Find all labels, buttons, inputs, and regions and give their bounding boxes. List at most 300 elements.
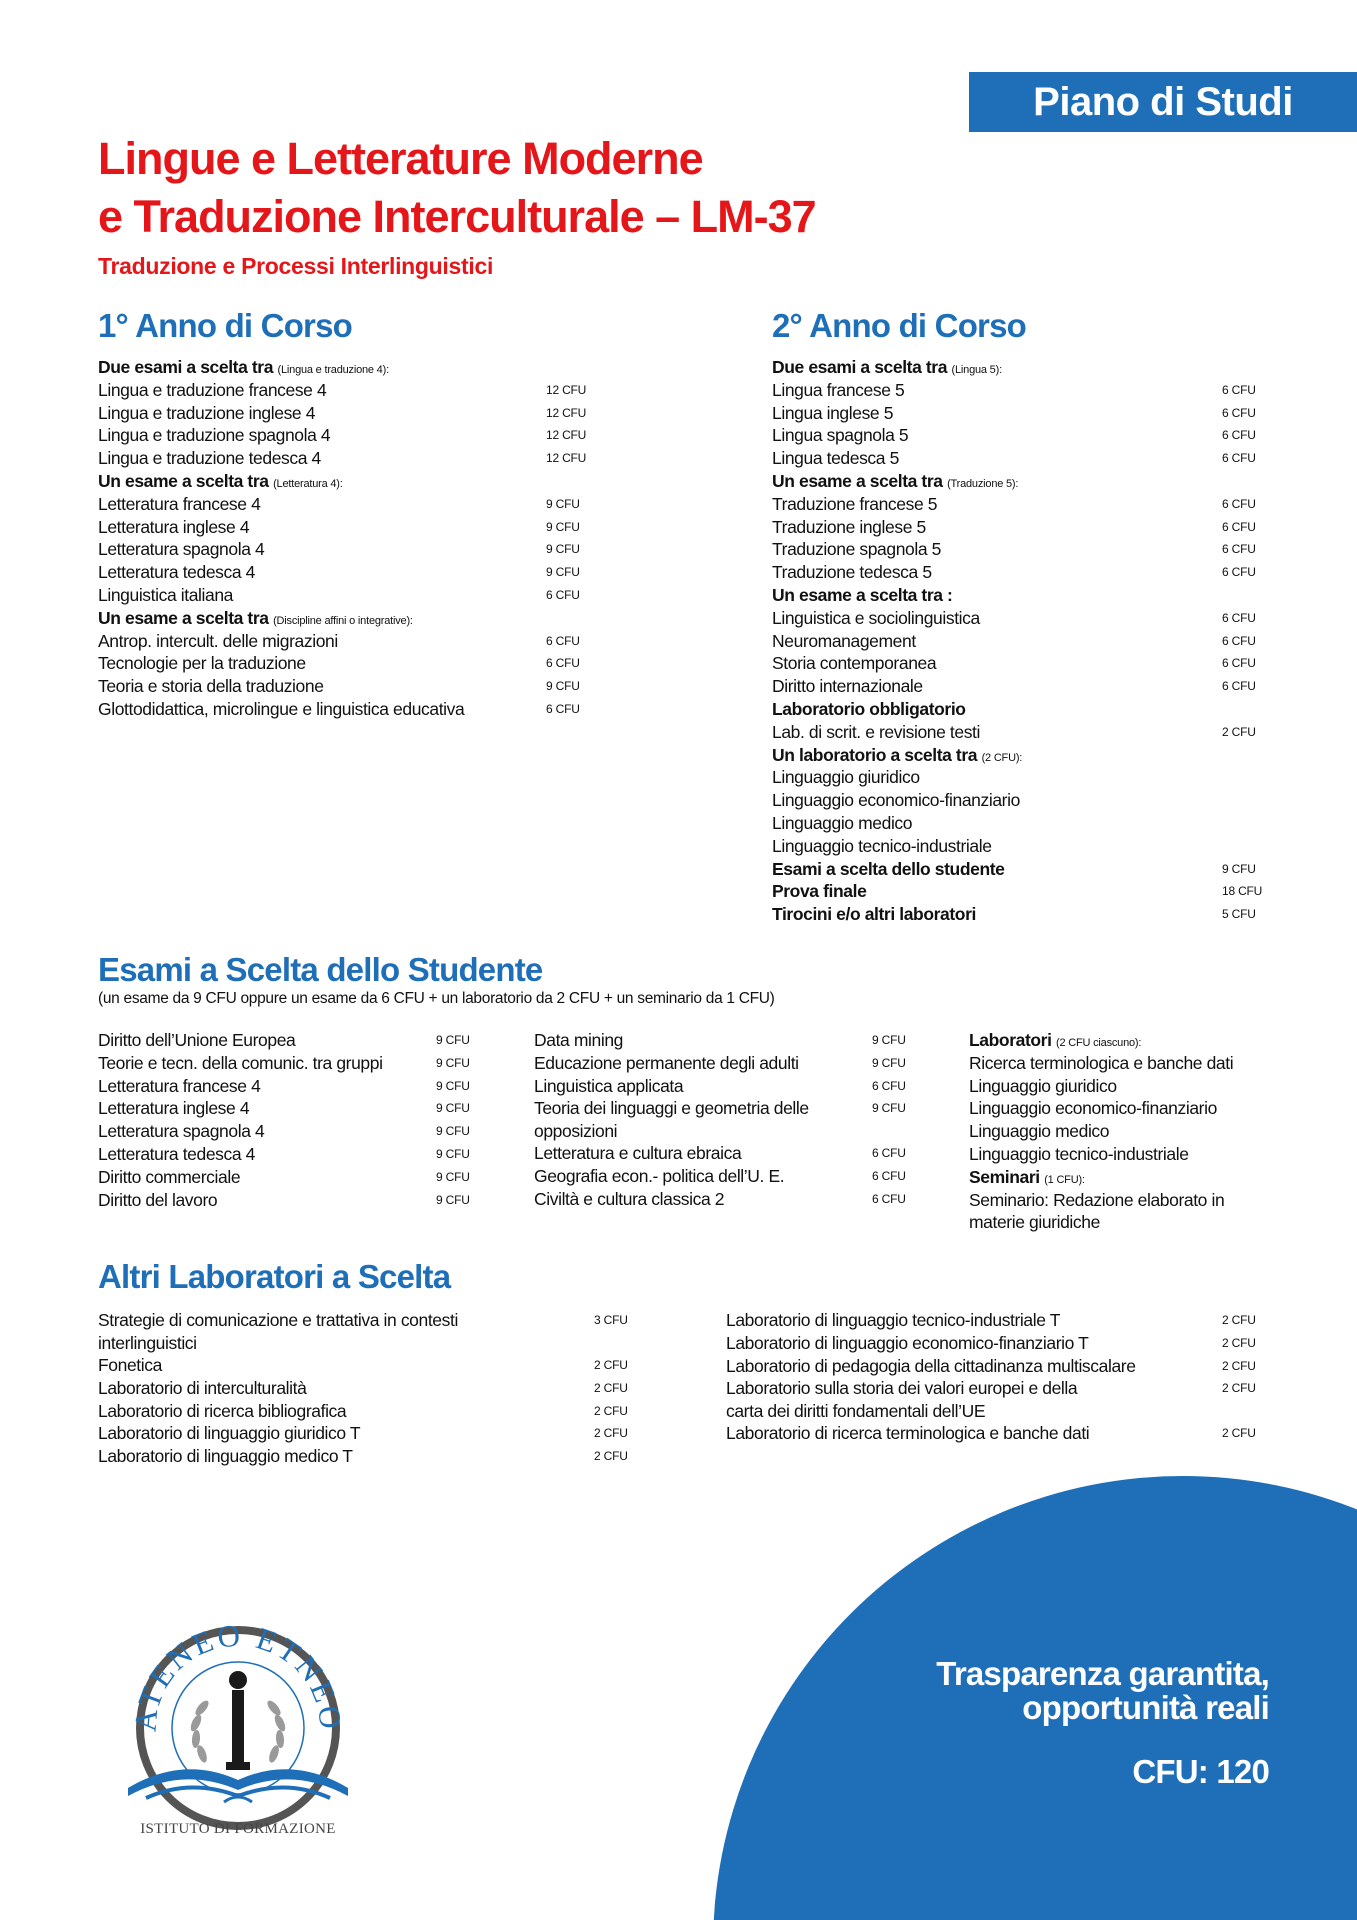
course-label: Diritto del lavoro — [98, 1189, 218, 1210]
course-row — [772, 424, 1262, 447]
cfu-value: 2 CFU — [594, 1358, 628, 1372]
course-name — [534, 1097, 824, 1142]
course-row — [534, 1165, 914, 1188]
course-row — [772, 447, 1262, 470]
cfu-value: 12 CFU — [546, 451, 587, 466]
course-name — [534, 1165, 784, 1188]
course-name — [98, 424, 330, 447]
course-label: Lingua e traduzione tedesca 4 — [98, 448, 321, 469]
course-label: Letteratura spagnola 4 — [98, 539, 265, 560]
cfu-value: 6 CFU — [1222, 656, 1256, 671]
course-label: Lingua inglese 5 — [772, 402, 894, 423]
course-name — [98, 1445, 353, 1468]
course-label: Linguistica italiana — [98, 584, 234, 605]
electives-col-1 — [98, 1029, 478, 1211]
course-name — [969, 1097, 1217, 1120]
cfu-value: 9 CFU — [872, 1055, 906, 1070]
cfu-value: 12 CFU — [546, 405, 587, 420]
course-row — [98, 424, 588, 447]
course-row — [726, 1309, 1266, 1332]
cfu-value: 2 CFU — [1222, 1426, 1256, 1441]
course-label: Prova finale — [772, 881, 867, 902]
course-label: Esami a scelta dello studente — [772, 858, 1005, 879]
course-label: Lingua tedesca 5 — [772, 448, 899, 469]
cfu-value: 6 CFU — [1222, 428, 1256, 443]
course-row — [98, 402, 588, 425]
course-name — [772, 379, 904, 402]
course-label: Teoria e storia della traduzione — [98, 676, 324, 697]
course-name — [98, 516, 249, 539]
course-label: Traduzione francese 5 — [772, 493, 938, 514]
group-note: (2 CFU ciascuno): — [1056, 1037, 1142, 1049]
labs-title: Altri Laboratori a Scelta — [98, 1258, 451, 1295]
course-label: Seminari — [969, 1166, 1040, 1187]
course-label: Un esame a scelta tra — [98, 607, 269, 628]
course-label: Un esame a scelta tra — [772, 470, 943, 491]
course-name — [969, 1189, 1244, 1234]
course-name — [534, 1075, 683, 1098]
year2-title: 2° Anno di Corso — [772, 307, 1027, 344]
course-label: Educazione permanente degli adulti — [534, 1052, 799, 1073]
course-label: Laboratorio di ricerca terminologica e banche dati — [726, 1423, 1090, 1444]
cfu-value: 6 CFU — [546, 656, 580, 671]
cfu-value: 6 CFU — [872, 1078, 906, 1093]
course-row — [772, 538, 1262, 561]
course-label: Laboratorio di linguaggio economico-finanziario T — [726, 1332, 1089, 1353]
group-note: (2 CFU): — [981, 751, 1023, 764]
course-label: Un esame a scelta tra : — [772, 584, 953, 605]
course-row — [772, 721, 1262, 744]
year1-list — [98, 356, 588, 721]
group-heading — [772, 698, 1262, 721]
page-title — [98, 130, 816, 246]
course-name — [98, 493, 260, 516]
course-row — [98, 1052, 478, 1075]
cfu-value: 9 CFU — [546, 519, 580, 534]
svg-text:ISTITUTO DI FORMAZIONE: ISTITUTO DI FORMAZIONE — [140, 1821, 336, 1835]
cfu-value: 9 CFU — [1222, 861, 1256, 876]
cfu-value: 9 CFU — [546, 542, 580, 557]
course-name — [772, 493, 937, 516]
labs-col-1 — [98, 1309, 638, 1468]
course-label: Neuromanagement — [772, 630, 916, 651]
cfu-value: 2 CFU — [594, 1449, 628, 1464]
course-name — [98, 1052, 383, 1075]
course-row — [726, 1332, 1266, 1355]
course-label: Data mining — [534, 1030, 623, 1050]
course-row — [98, 698, 588, 721]
slogan-line-2: opportunità reali — [1022, 1689, 1269, 1726]
cfu-value: 9 CFU — [546, 565, 580, 580]
plan-tag: Piano di Studi — [969, 72, 1357, 132]
course-name — [726, 1377, 1096, 1422]
title-line-2: e Traduzione Interculturale – LM-37 — [98, 191, 816, 242]
year2-list — [772, 356, 1262, 926]
course-row — [772, 379, 1262, 402]
course-label: Linguaggio tecnico-industriale — [772, 835, 992, 856]
cfu-value: 6 CFU — [1222, 496, 1256, 511]
group-heading — [98, 607, 588, 630]
group-note: (1 CFU): — [1044, 1173, 1085, 1186]
course-name — [98, 402, 315, 425]
course-label: Diritto internazionale — [772, 676, 923, 697]
cfu-value: 6 CFU — [546, 701, 580, 716]
course-row — [534, 1097, 914, 1142]
course-label: Laboratori — [969, 1030, 1052, 1050]
course-name — [98, 652, 306, 675]
cfu-value: 9 CFU — [546, 496, 580, 511]
course-row — [98, 516, 588, 539]
course-name — [726, 1422, 1096, 1445]
course-row — [969, 1143, 1269, 1166]
total-cfu: CFU: 120 — [1132, 1753, 1269, 1790]
course-label: Due esami a scelta tra — [772, 357, 948, 377]
labs-col-2 — [726, 1309, 1266, 1467]
course-row — [772, 561, 1262, 584]
course-row — [969, 1097, 1269, 1120]
course-name — [772, 607, 980, 630]
course-row — [98, 561, 588, 584]
course-label: Un laboratorio a scelta tra — [772, 744, 978, 765]
course-row — [534, 1029, 914, 1052]
group-heading — [969, 1029, 1269, 1052]
course-name — [772, 538, 941, 561]
cfu-value: 2 CFU — [1222, 1335, 1256, 1350]
course-label: Laboratorio di pedagogia della cittadinanza multiscalare — [726, 1355, 1136, 1376]
course-label: Fonetica — [98, 1355, 162, 1375]
slogan-line-1: Trasparenza garantita, — [936, 1655, 1269, 1692]
course-label: Linguaggio medico — [772, 812, 913, 833]
course-label: Teorie e tecn. della comunic. tra gruppi — [98, 1052, 383, 1073]
course-label: Linguaggio giuridico — [772, 767, 920, 788]
course-row — [98, 1400, 638, 1423]
group-heading — [772, 584, 1262, 607]
course-row — [98, 379, 588, 402]
course-row — [98, 675, 588, 698]
course-label: Linguaggio economico-finanziario — [969, 1098, 1217, 1119]
course-label: Seminario: Redazione elaborato in materie giuridiche — [969, 1189, 1225, 1233]
course-label: Tirocini e/o altri laboratori — [772, 904, 976, 925]
slogan — [936, 1657, 1269, 1725]
course-label: Storia contemporanea — [772, 653, 937, 674]
page-subtitle: Traduzione e Processi Interlinguistici — [98, 253, 494, 279]
course-label: Traduzione spagnola 5 — [772, 539, 941, 560]
course-label: Laboratorio sulla storia dei valori europei e della carta dei diritti fondamentali dell’UE — [726, 1378, 1078, 1421]
course-name — [98, 1354, 162, 1377]
course-row — [772, 607, 1262, 630]
course-label: Linguaggio tecnico-industriale — [969, 1143, 1189, 1164]
cfu-value: 9 CFU — [436, 1169, 470, 1184]
course-row — [772, 652, 1262, 675]
cfu-value: 9 CFU — [436, 1033, 470, 1047]
course-name — [98, 675, 324, 698]
cfu-value: 9 CFU — [436, 1055, 470, 1070]
course-row — [969, 1075, 1269, 1098]
cfu-value: 6 CFU — [1222, 451, 1256, 466]
course-name — [772, 630, 916, 653]
group-note: (Traduzione 5): — [947, 477, 1019, 490]
cfu-value: 9 CFU — [872, 1033, 906, 1047]
course-label: Due esami a scelta tra — [98, 357, 274, 377]
course-label: Linguistica e sociolinguistica — [772, 607, 980, 628]
course-label: Antrop. intercult. delle migrazioni — [98, 630, 338, 651]
course-name — [772, 675, 923, 698]
course-name — [98, 630, 338, 653]
cfu-value: 6 CFU — [546, 633, 580, 648]
course-name — [98, 1377, 306, 1400]
course-row — [98, 1029, 478, 1052]
course-row — [969, 1052, 1269, 1075]
course-label: Traduzione tedesca 5 — [772, 562, 932, 583]
course-row — [534, 1075, 914, 1098]
electives-intro: (un esame da 9 CFU oppure un esame da 6 CFU + un laboratorio da 2 CFU + un seminario da 1 CFU) — [98, 990, 775, 1007]
course-label: Laboratorio obbligatorio — [772, 698, 966, 719]
course-row — [772, 835, 1262, 858]
course-name — [98, 538, 264, 561]
cfu-value: 12 CFU — [546, 382, 587, 397]
course-name — [98, 561, 255, 584]
course-label: Letteratura francese 4 — [98, 493, 261, 514]
course-row — [772, 766, 1262, 789]
course-label: Laboratorio di linguaggio giuridico T — [98, 1423, 361, 1444]
course-name — [98, 1166, 240, 1189]
cfu-value: 5 CFU — [1222, 907, 1256, 922]
course-row — [98, 1120, 478, 1143]
course-name — [98, 1143, 255, 1166]
course-label: Traduzione inglese 5 — [772, 516, 926, 537]
course-row — [726, 1377, 1266, 1422]
course-name — [534, 1029, 623, 1052]
course-label: Ricerca terminologica e banche dati — [969, 1052, 1234, 1073]
course-row — [98, 493, 588, 516]
year1-title: 1° Anno di Corso — [98, 307, 353, 344]
course-name — [772, 812, 912, 835]
course-label: Diritto dell’Unione Europea — [98, 1030, 296, 1050]
group-note: (Lingua e traduzione 4): — [277, 364, 389, 376]
cfu-value: 2 CFU — [594, 1380, 628, 1395]
course-row — [98, 1377, 638, 1400]
course-row — [969, 1120, 1269, 1143]
group-note: (Letteratura 4): — [273, 477, 343, 490]
electives-col-3 — [969, 1029, 1269, 1234]
course-name — [772, 766, 920, 789]
cfu-value: 9 CFU — [436, 1101, 470, 1116]
course-name — [969, 1075, 1117, 1098]
group-heading — [98, 356, 588, 379]
course-row — [534, 1052, 914, 1075]
course-label: Strategie di comunicazione e trattativa in contesti interlinguistici — [98, 1310, 458, 1353]
course-row — [534, 1188, 914, 1211]
course-row — [98, 1097, 478, 1120]
course-row — [98, 538, 588, 561]
course-label: Lingua e traduzione francese 4 — [98, 379, 327, 400]
cfu-value: 6 CFU — [872, 1169, 906, 1184]
course-row — [98, 1166, 478, 1189]
title-line-1: Lingue e Letterature Moderne — [98, 133, 703, 184]
course-name — [772, 835, 992, 858]
course-label: Laboratorio di linguaggio tecnico-industriale T — [726, 1310, 1061, 1330]
course-name — [98, 447, 321, 470]
cfu-value: 2 CFU — [1222, 1313, 1256, 1327]
course-label: Teoria dei linguaggi e geometria delle opposizioni — [534, 1098, 809, 1141]
cfu-value: 9 CFU — [436, 1146, 470, 1161]
group-heading — [772, 858, 1262, 881]
course-label: Laboratorio di interculturalità — [98, 1377, 307, 1398]
course-row — [772, 630, 1262, 653]
cfu-value: 12 CFU — [546, 428, 587, 443]
cfu-value: 9 CFU — [436, 1192, 470, 1207]
cfu-value: 6 CFU — [1222, 679, 1256, 694]
group-heading — [772, 903, 1262, 926]
course-name — [772, 402, 893, 425]
course-name — [98, 1029, 295, 1052]
course-name — [772, 789, 1020, 812]
course-row — [98, 652, 588, 675]
cfu-value: 2 CFU — [594, 1426, 628, 1441]
course-label: Letteratura tedesca 4 — [98, 1143, 255, 1164]
cfu-value: 9 CFU — [436, 1078, 470, 1093]
course-row — [772, 516, 1262, 539]
cfu-value: 2 CFU — [1222, 1358, 1256, 1373]
course-label: Linguaggio medico — [969, 1121, 1110, 1142]
course-row — [969, 1189, 1269, 1234]
course-name — [969, 1120, 1109, 1143]
course-label: Letteratura inglese 4 — [98, 516, 250, 537]
course-name — [726, 1332, 1088, 1355]
course-row — [98, 1189, 478, 1212]
course-row — [98, 1309, 638, 1354]
cfu-value: 9 CFU — [546, 679, 580, 694]
cfu-value: 6 CFU — [546, 587, 580, 602]
course-label: Geografia econ.- politica dell’U. E. — [534, 1166, 785, 1187]
ateneo-etneo-logo — [118, 1620, 358, 1835]
course-row — [772, 789, 1262, 812]
cfu-value: 9 CFU — [872, 1101, 906, 1116]
course-label: Lingua e traduzione spagnola 4 — [98, 425, 331, 446]
course-label: Letteratura e cultura ebraica — [534, 1143, 742, 1164]
course-label: Letteratura spagnola 4 — [98, 1121, 265, 1142]
course-name — [772, 652, 936, 675]
cfu-value: 6 CFU — [872, 1146, 906, 1161]
group-heading — [772, 880, 1262, 903]
course-label: Laboratorio di ricerca bibliografica — [98, 1400, 347, 1421]
course-name — [534, 1052, 799, 1075]
cfu-value: 6 CFU — [1222, 405, 1256, 420]
course-label: Letteratura tedesca 4 — [98, 562, 255, 583]
cfu-value: 2 CFU — [594, 1403, 628, 1418]
course-row — [772, 675, 1262, 698]
cfu-value: 6 CFU — [1222, 565, 1256, 580]
course-name — [726, 1309, 1060, 1332]
course-name — [772, 424, 908, 447]
cfu-value: 6 CFU — [1222, 633, 1256, 648]
group-heading — [772, 470, 1262, 493]
cfu-value: 6 CFU — [1222, 542, 1256, 557]
course-name — [98, 1189, 217, 1212]
course-row — [726, 1422, 1266, 1467]
course-row — [98, 447, 588, 470]
course-row — [534, 1142, 914, 1165]
cfu-value: 6 CFU — [1222, 519, 1256, 534]
course-name — [772, 721, 980, 744]
course-name — [772, 447, 899, 470]
cfu-value: 6 CFU — [1222, 382, 1256, 397]
course-name — [98, 379, 326, 402]
course-row — [98, 1445, 638, 1468]
course-label: Lingua spagnola 5 — [772, 425, 909, 446]
course-name — [98, 584, 233, 607]
group-heading — [772, 744, 1262, 767]
course-label: Letteratura francese 4 — [98, 1075, 261, 1096]
course-label: Linguistica applicata — [534, 1075, 684, 1096]
course-label: Lingua francese 5 — [772, 379, 905, 400]
course-row — [772, 812, 1262, 835]
cfu-value: 2 CFU — [1222, 1381, 1256, 1396]
course-name — [772, 561, 932, 584]
svg-text:ATENEO ETNEO: ATENEO ETNEO — [127, 1620, 349, 1734]
group-note: (Discipline affini o integrative): — [273, 614, 413, 627]
cfu-value: 9 CFU — [436, 1124, 470, 1139]
course-label: Letteratura inglese 4 — [98, 1098, 250, 1119]
course-name — [534, 1188, 724, 1211]
group-note: (Lingua 5): — [951, 364, 1002, 376]
course-row — [98, 584, 588, 607]
course-name — [726, 1355, 1136, 1378]
electives-col-2 — [534, 1029, 914, 1211]
cfu-value: 18 CFU — [1222, 884, 1263, 899]
course-row — [98, 1075, 478, 1098]
cfu-value: 6 CFU — [1222, 610, 1256, 625]
cfu-value: 6 CFU — [872, 1191, 906, 1206]
course-label: Glottodidattica, microlingue e linguistica educativa — [98, 698, 465, 719]
course-label: Un esame a scelta tra — [98, 470, 269, 491]
course-name — [98, 1309, 478, 1354]
course-name — [772, 903, 976, 926]
course-row — [98, 1354, 638, 1377]
course-label: Civiltà e cultura classica 2 — [534, 1188, 725, 1209]
group-heading — [969, 1166, 1269, 1189]
course-row — [772, 493, 1262, 516]
course-label: Tecnologie per la traduzione — [98, 653, 306, 674]
course-row — [98, 630, 588, 653]
course-label: Diritto commerciale — [98, 1166, 241, 1187]
course-name — [98, 1400, 346, 1423]
course-name — [98, 1075, 260, 1098]
course-label: Lingua e traduzione inglese 4 — [98, 402, 316, 423]
course-name — [969, 1143, 1189, 1166]
course-row — [772, 402, 1262, 425]
course-name — [98, 1097, 249, 1120]
course-name — [772, 584, 952, 607]
course-name — [98, 1120, 264, 1143]
group-heading — [772, 356, 1262, 379]
group-heading — [98, 470, 588, 493]
course-name — [98, 1422, 360, 1445]
course-row — [98, 1143, 478, 1166]
course-row — [98, 1422, 638, 1445]
course-name — [534, 1142, 741, 1165]
course-name — [969, 1052, 1233, 1075]
course-name — [772, 880, 866, 903]
course-label: Linguaggio economico-finanziario — [772, 790, 1020, 811]
electives-title: Esami a Scelta dello Studente — [98, 951, 543, 988]
course-name — [772, 858, 1005, 881]
course-label: Linguaggio giuridico — [969, 1075, 1117, 1096]
cfu-value: 3 CFU — [594, 1313, 628, 1327]
course-label: Laboratorio di linguaggio medico T — [98, 1446, 353, 1467]
course-label: Lab. di scrit. e revisione testi — [772, 721, 980, 742]
cfu-value: 2 CFU — [1222, 724, 1256, 739]
